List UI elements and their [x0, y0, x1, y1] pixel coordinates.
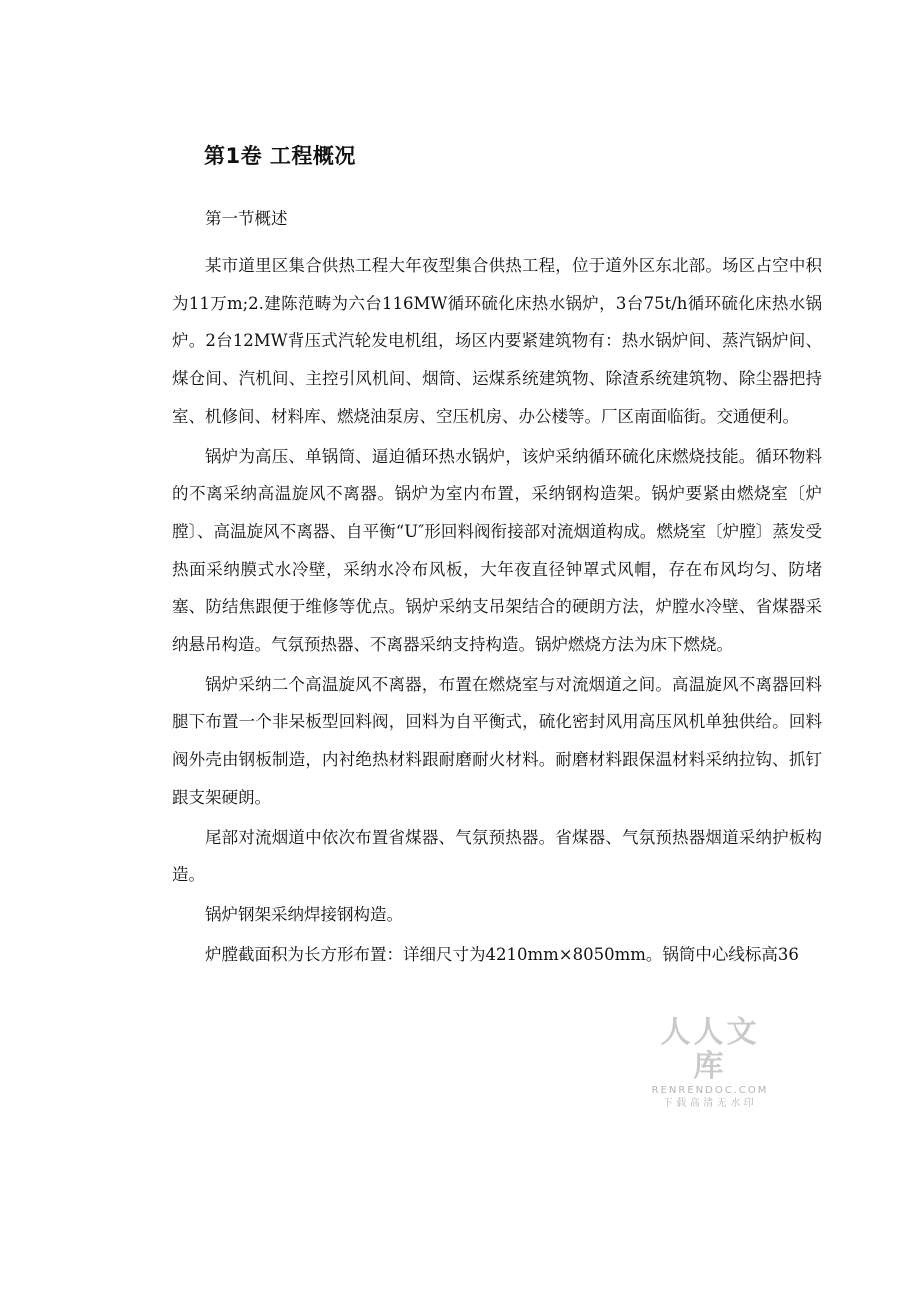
- paragraph-tail-flue: 尾部对流烟道中依次布置省煤器、气氛预热器。省煤器、气氛预热器烟道采纳护板构造。: [172, 827, 822, 885]
- paragraph-cyclone-separator: 锅炉采纳二个高温旋风不离器，布置在燃烧室与对流烟道之间。高温旋风不离器回料腿下布置一个非呆板型回料阀，回料为自平衡式，硫化密封风用高压风机单独供给。回料阀外壳由钢板制造，内衬绝热材料跟耐磨耐火材料。耐磨材料跟保温材料采纳拉钩、抓钉跟支架硬朗。: [172, 674, 822, 807]
- paragraph-furnace-section: 炉膛截面积为长方形布置：详细尺寸为4210mm×8050mm。锅筒中心线标高36: [205, 944, 799, 964]
- watermark-tagline: 下载高清无水印: [662, 1098, 758, 1109]
- document-body: [172, 247, 822, 973]
- paragraph-project-overview: 某市道里区集合供热工程大年夜型集合供热工程，位于道外区东北部。场区占空中积为11万m;2.建陈范畴为六台116MW循环硫化床热水锅炉，3台75t/h循环硫化床热水锅炉。2台12MW背压式汽轮发电机组，场区内要紧建筑物有：热水锅炉间、蒸汽锅炉间、煤仓间、汽机间、主控引风机间、烟筒、运煤系统建筑物、除渣系统建筑物、除尘器把持室、机修间、材料库、燃烧油泵房、空压机房、办公楼等。厂区南面临街。交通便利。: [172, 256, 822, 426]
- volume-title: 第1卷 工程概况: [204, 144, 356, 168]
- paragraph-steel-frame: 锅炉钢架采纳焊接钢构造。: [205, 904, 403, 924]
- section-heading: 第一节概述: [205, 209, 288, 228]
- paragraph-boiler-description: 锅炉为高压、单锅筒、逼迫循环热水锅炉，该炉采纳循环硫化床燃烧技能。循环物料的不离采纳高温旋风不离器。锅炉为室内布置，采纳钢构造架。锅炉要紧由燃烧室〔炉膛〕、高温旋风不离器、自平衡“U″形回料阀衔接部对流烟道构成。燃烧室〔炉膛〕蒸发受热面采纳膜式水冷壁，采纳水冷布风板，大年夜直径钟罩式风帽，存在布风均匀、防堵塞、防结焦跟便于维修等优点。锅炉采纳支吊架结合的硬朗方法，炉膛水冷壁、省煤器采纳悬吊构造。气氛预热器、不离器采纳支持构造。锅炉燃烧方法为床下燃烧。: [172, 446, 822, 655]
- watermark-domain: RENRENDOC.COM: [651, 1085, 769, 1096]
- watermark-brand: 人人文库: [660, 1015, 760, 1084]
- watermark-logo: [646, 1016, 774, 1111]
